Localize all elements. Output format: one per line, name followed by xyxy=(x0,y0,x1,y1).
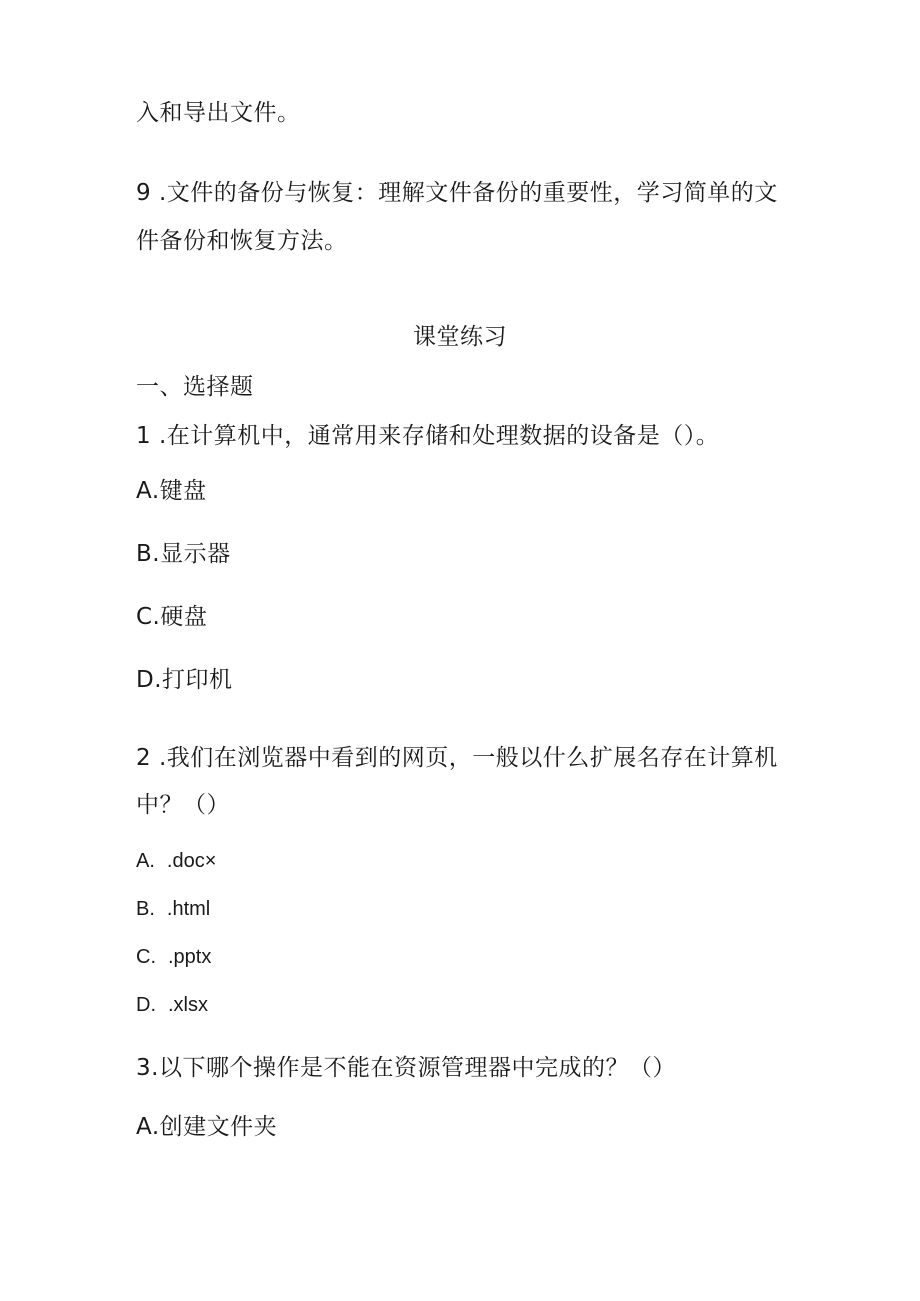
option-text: .xlsx xyxy=(168,994,208,1016)
question-2-line2: 中？（） xyxy=(136,792,230,818)
section-title: 课堂练习 xyxy=(413,324,507,350)
option-d xyxy=(136,994,208,1017)
question-3: 3.以下哪个操作是不能在资源管理器中完成的？（） xyxy=(136,1055,676,1081)
option-d: D.打印机 xyxy=(136,667,233,693)
option-a: A.创建文件夹 xyxy=(136,1114,278,1140)
text-line: 9 .文件的备份与恢复：理解文件备份的重要性，学习简单的文 xyxy=(136,180,778,206)
option-c xyxy=(136,946,211,969)
option-a: A.键盘 xyxy=(136,478,207,504)
option-text: .pptx xyxy=(168,946,212,968)
option-a xyxy=(136,850,216,873)
option-b: B.显示器 xyxy=(136,541,231,567)
option-letter: D. xyxy=(136,994,156,1016)
option-text: .html xyxy=(166,898,211,920)
text-line: 件备份和恢复方法。 xyxy=(136,228,348,254)
option-c: C.硬盘 xyxy=(136,604,208,630)
option-letter: C. xyxy=(136,946,156,968)
question-1: 1 .在计算机中，通常用来存储和处理数据的设备是（）。 xyxy=(136,423,720,449)
part-heading: 一、选择题 xyxy=(136,374,254,400)
option-text: .doc× xyxy=(166,850,217,872)
question-2-line1: 2 .我们在浏览器中看到的网页，一般以什么扩展名存在计算机 xyxy=(136,745,778,771)
option-letter: A. xyxy=(136,850,155,872)
option-b xyxy=(136,898,210,921)
option-letter: B. xyxy=(136,898,155,920)
text-line: 入和导出文件。 xyxy=(136,100,301,126)
